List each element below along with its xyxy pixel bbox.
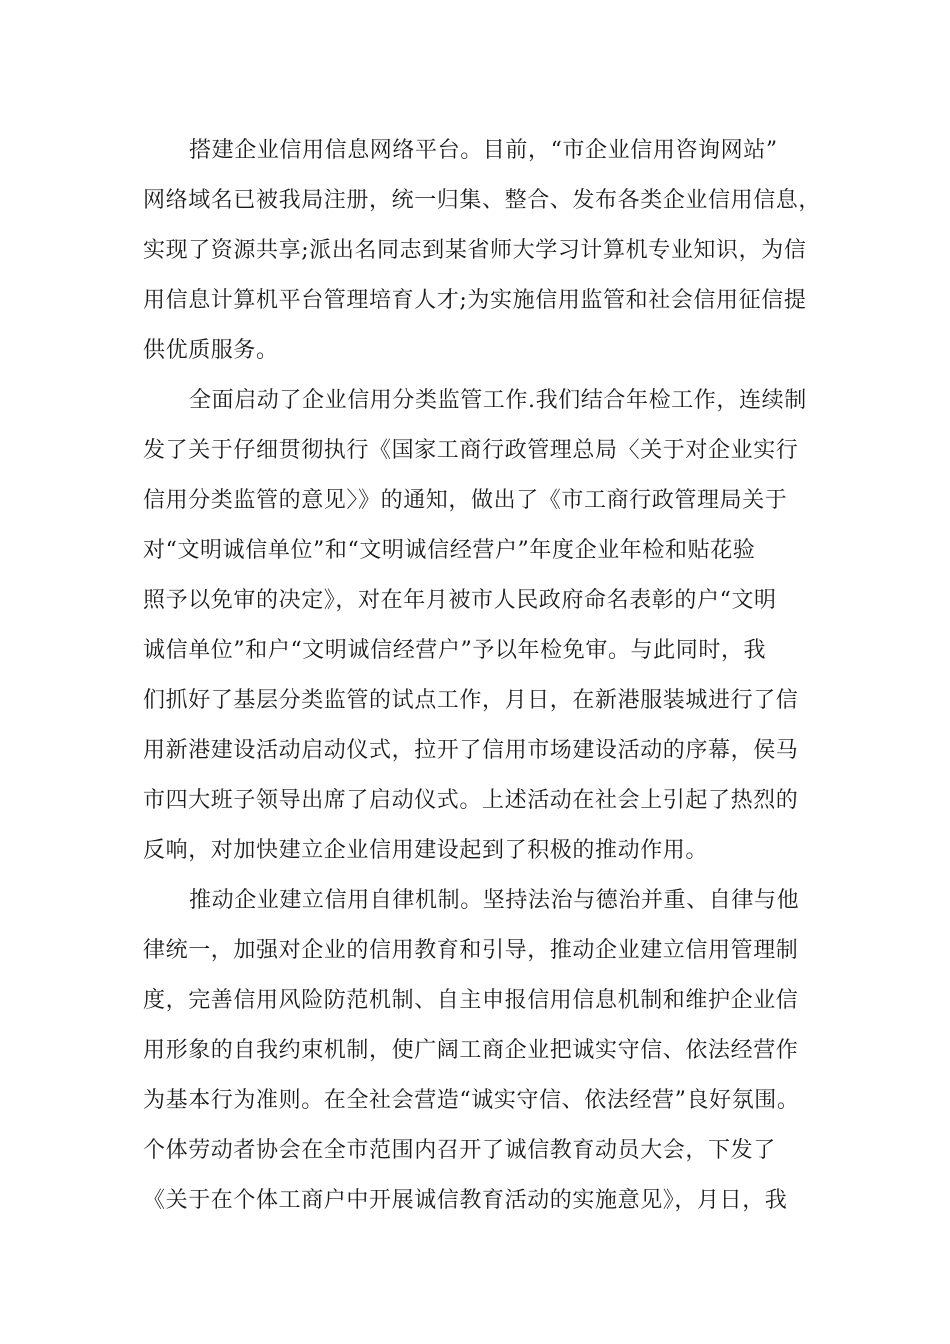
paragraph-3-line-4: 用形象的自我约束机制，使广阔工商企业把诚实守信、依法经营作 — [143, 1038, 799, 1063]
paragraph-2-line-8: 用新港建设活动启动仪式，拉开了信用市场建设活动的序幕，侯马 — [143, 738, 799, 763]
paragraph-1-line-2: 网络域名已被我局注册，统一归集、整合、发布各类企业信用信息， — [143, 188, 822, 213]
paragraph-2-line-1: 全面启动了企业信用分类监管工作.我们结合年检工作，连续制 — [189, 388, 807, 413]
paragraph-3-line-1: 推动企业建立信用自律机制。坚持法治与德治并重、自律与他 — [189, 888, 800, 913]
paragraph-1-line-5: 供优质服务。 — [143, 338, 279, 363]
paragraph-2-line-2: 发了关于仔细贯彻执行《国家工商行政管理总局〈关于对企业实行 — [143, 438, 799, 463]
paragraph-1-line-1: 搭建企业信用信息网络平台。目前，“市企业信用咨询网站” — [189, 138, 778, 163]
paragraph-2-line-10: 反响，对加快建立企业信用建设起到了积极的推动作用。 — [143, 838, 709, 863]
paragraph-1-line-3: 实现了资源共享;派出名同志到某省师大学习计算机专业知识，为信 — [143, 238, 807, 263]
paragraph-3-line-3: 度，完善信用风险防范机制、自主申报信用信息机制和维护企业信 — [143, 988, 799, 1013]
paragraph-3-line-2: 律统一，加强对企业的信用教育和引导，推动企业建立信用管理制 — [143, 938, 799, 963]
paragraph-2-line-5: 照予以免审的决定》，对在年月被市人民政府命名表彰的户“文明 — [143, 588, 777, 613]
paragraph-2-line-7: 们抓好了基层分类监管的试点工作，月日，在新港服装城进行了信 — [143, 688, 799, 713]
paragraph-2-line-3: 信用分类监管的意见〉》的通知，做出了《市工商行政管理局关于 — [143, 488, 788, 513]
paragraph-3-line-7: 《关于在个体工商户中开展诚信教育活动的实施意见》，月日，我 — [143, 1188, 788, 1213]
paragraph-1-line-4: 用信息计算机平台管理培育人才;为实施信用监管和社会信用征信提 — [143, 288, 807, 313]
paragraph-2-line-4: 对“文明诚信单位”和“文明诚信经营户”年度企业年检和贴花验 — [143, 538, 756, 563]
paragraph-3-line-5: 为基本行为准则。在全社会营造“诚实守信、依法经营”良好氛围。 — [143, 1088, 800, 1113]
paragraph-2-line-9: 市四大班子领导出席了启动仪式。上述活动在社会上引起了热烈的 — [143, 788, 799, 813]
paragraph-2-line-6: 诚信单位”和户“文明诚信经营户”予以年检免审。与此同时，我 — [143, 638, 767, 663]
paragraph-3-line-6: 个体劳动者协会在全市范围内召开了诚信教育动员大会，下发了 — [143, 1138, 776, 1163]
